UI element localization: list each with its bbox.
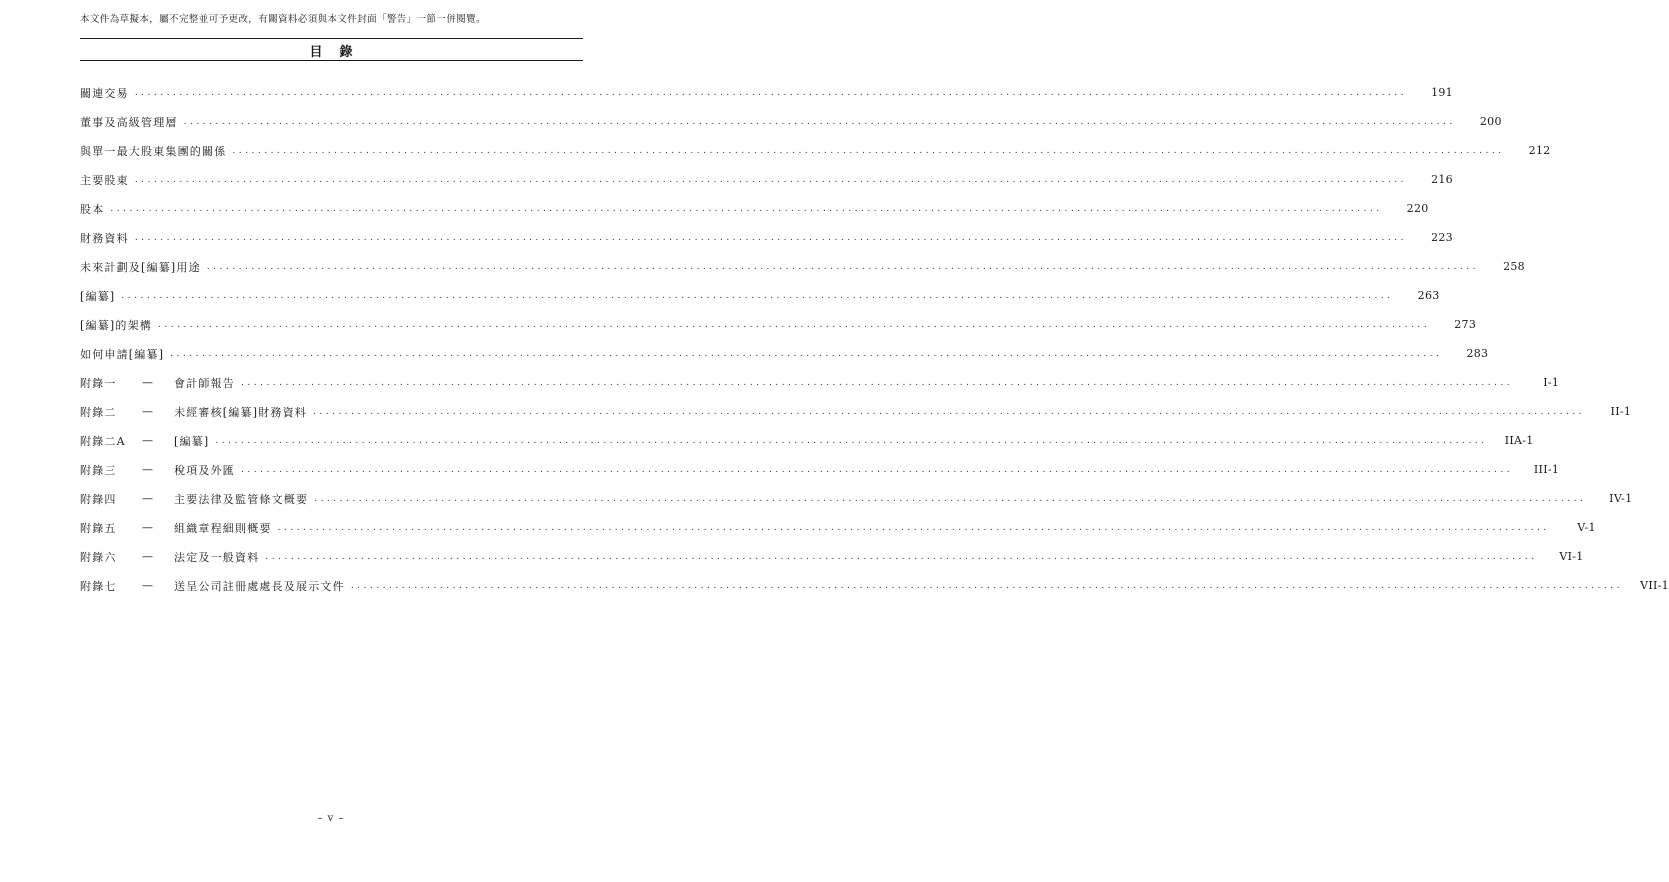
dot-leader: ........................................................................................................................................................................................................ bbox=[110, 203, 1383, 214]
appendix-dash: — bbox=[142, 579, 155, 592]
toc-entry-label: 稅項及外匯 bbox=[174, 463, 235, 477]
table-of-contents bbox=[80, 78, 1669, 600]
toc-entry-page: III-1 bbox=[1533, 463, 1560, 476]
toc-entry-page: VII-1 bbox=[1640, 579, 1669, 592]
dot-leader: ........................................................................................................................................................................................................ bbox=[241, 464, 1514, 475]
title-char-2: 錄 bbox=[339, 45, 354, 60]
toc-entry-label: 與單一最大股東集團的關係 bbox=[80, 144, 227, 158]
toc-entry-label: [編纂]的架構 bbox=[80, 318, 152, 332]
dot-leader: ........................................................................................................................................................................................................ bbox=[134, 232, 1407, 243]
toc-row[interactable] bbox=[80, 223, 1453, 252]
dot-leader: ........................................................................................................................................................................................................ bbox=[350, 580, 1623, 591]
appendix-number: 附錄一 bbox=[80, 376, 117, 390]
appendix-number: 附錄五 bbox=[80, 521, 117, 535]
dot-leader: ........................................................................................................................................................................................................ bbox=[241, 377, 1514, 388]
toc-entry-page: IV-1 bbox=[1609, 492, 1633, 505]
toc-row[interactable] bbox=[80, 252, 1525, 281]
appendix-number: 附錄六 bbox=[80, 550, 117, 564]
toc-row[interactable] bbox=[80, 281, 1440, 310]
toc-entry-page: VI-1 bbox=[1559, 550, 1584, 563]
page-title bbox=[80, 41, 583, 60]
toc-entry-page: I-1 bbox=[1543, 376, 1560, 389]
toc-entry-page: 258 bbox=[1503, 260, 1525, 273]
dot-leader: ........................................................................................................................................................................................................ bbox=[121, 290, 1394, 301]
toc-row[interactable] bbox=[80, 165, 1453, 194]
toc-row-appendix[interactable] bbox=[80, 484, 1633, 513]
toc-entry-label: 財務資料 bbox=[80, 231, 129, 245]
toc-row-appendix[interactable] bbox=[80, 513, 1596, 542]
toc-entry-page: 223 bbox=[1431, 231, 1453, 244]
toc-entry-page: 212 bbox=[1528, 144, 1551, 157]
toc-row-appendix[interactable] bbox=[80, 368, 1560, 397]
toc-row[interactable] bbox=[80, 107, 1502, 136]
appendix-dash: — bbox=[142, 434, 155, 447]
toc-row-appendix[interactable] bbox=[80, 426, 1534, 455]
toc-entry-page: II-1 bbox=[1610, 405, 1632, 418]
toc-entry-label: 主要法律及監管條文概要 bbox=[174, 492, 309, 506]
dot-leader: ........................................................................................................................................................................................................ bbox=[206, 261, 1479, 272]
toc-row[interactable] bbox=[80, 339, 1489, 368]
toc-row[interactable] bbox=[80, 194, 1429, 223]
appendix-number: 附錄四 bbox=[80, 492, 117, 506]
dot-leader: ........................................................................................................................................................................................................ bbox=[134, 174, 1407, 185]
toc-row[interactable] bbox=[80, 136, 1551, 165]
toc-entry-label: 股本 bbox=[80, 202, 105, 216]
dot-leader: ........................................................................................................................................................................................................ bbox=[170, 348, 1443, 359]
toc-entry-label: 未經審核[編纂]財務資料 bbox=[174, 405, 307, 419]
toc-entry-label: 如何申請[編纂] bbox=[80, 347, 165, 361]
dot-leader: ........................................................................................................................................................................................................ bbox=[277, 522, 1550, 533]
dot-leader: ........................................................................................................................................................................................................ bbox=[265, 551, 1538, 562]
appendix-number: 附錄七 bbox=[80, 579, 117, 593]
toc-entry-label: 董事及高級管理層 bbox=[80, 115, 178, 129]
dot-leader: ........................................................................................................................................................................................................ bbox=[232, 145, 1505, 156]
title-bottom-rule bbox=[80, 60, 583, 61]
page-number: – v – bbox=[317, 813, 345, 824]
toc-entry-label: [編纂] bbox=[174, 434, 210, 448]
title-char-1: 目 bbox=[309, 45, 324, 60]
toc-entry-label: [編纂] bbox=[80, 289, 116, 303]
appendix-dash: — bbox=[142, 550, 155, 563]
dot-leader: ........................................................................................................................................................................................................ bbox=[157, 319, 1431, 330]
title-top-rule bbox=[80, 38, 583, 39]
toc-entry-page: IIA-1 bbox=[1504, 434, 1534, 447]
dot-leader: ........................................................................................................................................................................................................ bbox=[183, 116, 1456, 127]
toc-entry-label: 會計師報告 bbox=[174, 376, 235, 390]
toc-entry-page: V-1 bbox=[1577, 521, 1596, 534]
appendix-number: 附錄三 bbox=[80, 463, 117, 477]
toc-entry-page: 273 bbox=[1454, 318, 1477, 331]
toc-entry-label: 關連交易 bbox=[80, 86, 129, 100]
toc-row-appendix[interactable] bbox=[80, 397, 1632, 426]
appendix-dash: — bbox=[142, 492, 155, 505]
toc-entry-page: 220 bbox=[1406, 202, 1429, 215]
appendix-dash: — bbox=[142, 376, 155, 389]
toc-entry-page: 200 bbox=[1479, 115, 1502, 128]
dot-leader: ........................................................................................................................................................................................................ bbox=[215, 435, 1488, 446]
toc-row[interactable] bbox=[80, 78, 1453, 107]
appendix-number: 附錄二A bbox=[80, 434, 126, 448]
toc-row-appendix[interactable] bbox=[80, 542, 1584, 571]
toc-entry-label: 法定及一般資料 bbox=[174, 550, 260, 564]
toc-row[interactable] bbox=[80, 310, 1477, 339]
toc-entry-page: 191 bbox=[1431, 86, 1453, 99]
toc-row-appendix[interactable] bbox=[80, 571, 1669, 600]
toc-entry-page: 216 bbox=[1431, 173, 1453, 186]
appendix-dash: — bbox=[142, 463, 155, 476]
dot-leader: ........................................................................................................................................................................................................ bbox=[314, 493, 1587, 504]
toc-entry-page: 263 bbox=[1417, 289, 1440, 302]
toc-entry-label: 組織章程細則概要 bbox=[174, 521, 272, 535]
appendix-number: 附錄二 bbox=[80, 405, 117, 419]
appendix-dash: — bbox=[142, 521, 155, 534]
toc-row-appendix[interactable] bbox=[80, 455, 1560, 484]
toc-entry-label: 主要股東 bbox=[80, 173, 129, 187]
appendix-dash: — bbox=[142, 405, 155, 418]
toc-entry-label: 未來計劃及[編纂]用途 bbox=[80, 260, 201, 274]
draft-disclaimer: 本文件為草擬本，屬不完整並可予更改，有關資料必須與本文件封面「警告」一節一併閱覽。 bbox=[80, 14, 486, 25]
dot-leader: ........................................................................................................................................................................................................ bbox=[312, 406, 1586, 417]
toc-entry-page: 283 bbox=[1466, 347, 1489, 360]
dot-leader: ........................................................................................................................................................................................................ bbox=[134, 87, 1407, 98]
toc-entry-label: 送呈公司註冊處處長及展示文件 bbox=[174, 579, 345, 593]
